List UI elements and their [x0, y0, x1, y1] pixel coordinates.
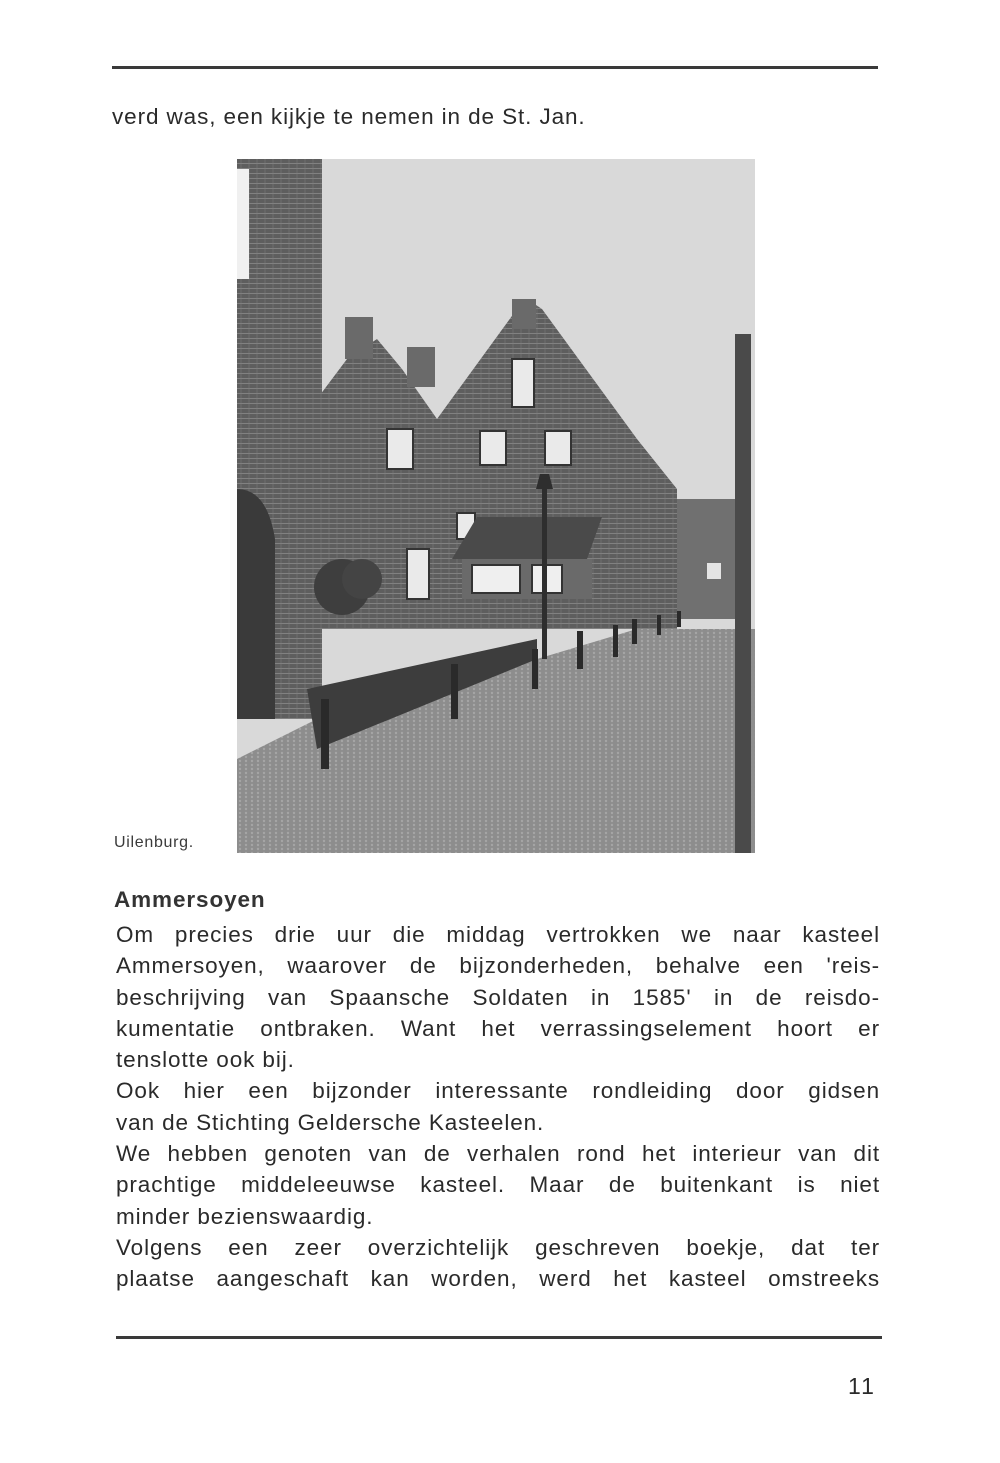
page-number: 11 — [848, 1373, 876, 1399]
bottom-rule — [116, 1336, 882, 1339]
body-line: tenslotte ook bij. — [116, 1047, 295, 1073]
body-line: kumentatie ontbraken. Want het verrassingselement hoort er — [116, 1015, 880, 1041]
body-line: We hebben genoten van de verhalen rond het interieur van dit — [116, 1141, 880, 1167]
continuation-text: verd was, een kijkje te nemen in de St. Jan. — [112, 104, 586, 129]
body-line: Ook hier een bijzonder interessante rondleiding door gidsen — [116, 1078, 880, 1104]
body-line: prachtige middeleeuwse kasteel. Maar de buitenkant is niet — [116, 1172, 880, 1198]
body-line: minder bezienswaardig. — [116, 1203, 374, 1229]
street-photo — [237, 159, 755, 853]
photo-caption: Uilenburg. — [114, 834, 194, 851]
body-line: beschrijving van Spaansche Soldaten in 1585' in de reisdo- — [116, 984, 880, 1010]
body-line: Ammersoyen, waarover de bijzonderheden, behalve een 'reis- — [116, 953, 880, 979]
top-rule — [112, 66, 878, 69]
section-heading: Ammersoyen — [114, 887, 266, 912]
body-line: van de Stichting Geldersche Kasteelen. — [116, 1109, 545, 1135]
body-text — [116, 919, 880, 1295]
body-line: Volgens een zeer overzichtelijk geschreven boekje, dat ter — [116, 1234, 880, 1260]
body-line: plaatse aangeschaft kan worden, werd het kasteel omstreeks — [116, 1266, 880, 1292]
body-line: Om precies drie uur die middag vertrokken we naar kasteel — [116, 922, 880, 947]
